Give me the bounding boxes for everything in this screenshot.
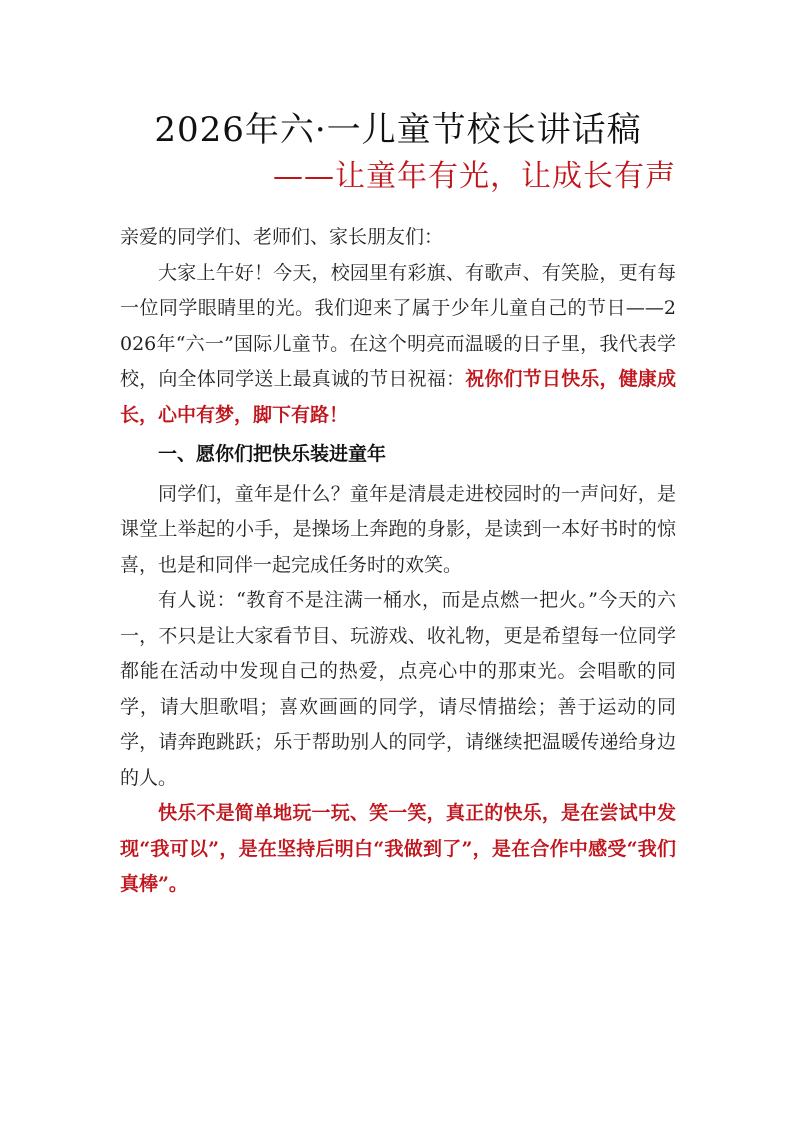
paragraph-education-quote: 有人说：“教育不是注满一桶水，而是点燃一把火。”今天的六一，不只是让大家看节目、玩游戏、收礼物，更是希望每一位同学都能在活动中发现自己的热爱，点亮心中的那束光。会唱歌的同学，请大胆歌唱；喜欢画画的同学，请尽情描绘；善于运动的同学，请奔跑跳跃；乐于帮助别人的同学，请继续把温暖传递给身边的人。 xyxy=(120,589,676,789)
paragraph-childhood: 同学们，童年是什么？童年是清晨走进校园时的一声问好，是课堂上举起的小手，是操场上奔跑的身影，是读到一本好书时的惊喜，也是和同伴一起完成任务时的欢笑。 xyxy=(120,482,676,576)
paragraph-greeting xyxy=(120,256,676,434)
paragraph-greeting-text: 大家上午好！今天，校园里有彩旗、有歌声、有笑脸，更有每一位同学眼睛里的光。我们迎来了属于少年儿童自己的节日——2026年“六一”国际儿童节。在这个明亮而温暖的日子里，我代表学校，向全体同学送上最真诚的节日祝福： xyxy=(120,261,676,390)
blessing-text: 祝你们节日快乐，健康成长，心中有梦，脚下有路！ xyxy=(120,368,676,426)
paragraph-happiness: 快乐不是简单地玩一玩、笑一笑，真正的快乐，是在尝试中发现“我可以”，是在坚持后明白“我做到了”，是在合作中感受“我们真棒”。 xyxy=(120,802,676,895)
document-subtitle: ——让童年有光，让成长有声 xyxy=(273,159,676,194)
document-title: 2026年六·一儿童节校长讲话稿 xyxy=(154,110,642,150)
document-page xyxy=(120,108,676,903)
section-heading-1: 一、愿你们把快乐装进童年 xyxy=(158,443,387,465)
salutation: 亲爱的同学们、老师们、家长朋友们： xyxy=(120,226,444,248)
